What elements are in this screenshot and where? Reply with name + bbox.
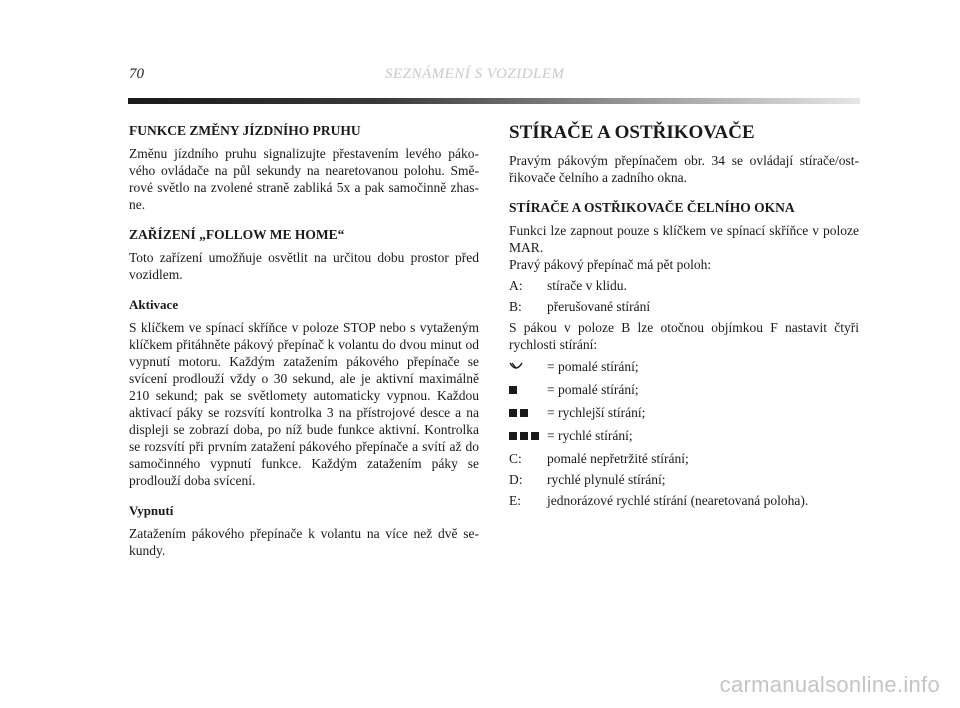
list-value: přerušované stírání bbox=[547, 299, 651, 314]
watermark: carmanualsonline.info bbox=[719, 672, 940, 697]
header-rule bbox=[128, 98, 860, 104]
left-column bbox=[129, 122, 479, 559]
page-number: 70 bbox=[129, 66, 144, 82]
list-value: pomalé nepřetržité stírání; bbox=[547, 451, 689, 466]
speed-item bbox=[509, 358, 859, 375]
speed-label: = pomalé stírání; bbox=[547, 382, 639, 397]
list-value: stírače v klidu. bbox=[547, 278, 627, 293]
wipers-intro: Pravým pákovým přepínačem obr. 34 se ovládají stírače/ostřikovače čelního a zadního okna. bbox=[509, 153, 859, 185]
speed-item bbox=[509, 404, 859, 421]
wipers-heading: STÍRAČE A OSTŘIKOVAČE bbox=[509, 122, 755, 143]
list-key: A: bbox=[509, 278, 523, 293]
speed-item bbox=[509, 381, 859, 398]
deactivation-text: Zatažením pákového přepínače k volantu na více než dvě sekundy. bbox=[129, 526, 479, 558]
deactivation-heading: Vypnutí bbox=[129, 503, 174, 518]
windscreen-wipers-heading: STÍRAČE A OSTŘIKOVAČE ČELNÍHO OKNA bbox=[509, 200, 795, 215]
list-value: rychlé plynulé stírání; bbox=[547, 472, 666, 487]
list-item bbox=[509, 277, 859, 294]
list-item bbox=[509, 298, 859, 315]
activation-text: S klíčkem ve spínací skříňce v poloze STOP nebo s vytaženým klíčkem přitáhněte pákový přepínač k volantu do dvou minut od vypnutí motoru. Každým zatažením pákového přepínače se svícení prodlouží vždy o 30 sekund, ale je aktivní maximálně 210 sekund; pak se světlomety automaticky vypnou. Každou aktivací páky se rozsvítí kontrolka 3 na přístrojové desce a na displeji se zobrazí doba, po níž bude funkce aktivní. Kontrolka se rozsvítí při prvním zatažení pákového přepínače a svítí až do samočinného vypnutí funkce. Každým zatažením páky se prodlouží doba svícení. bbox=[129, 320, 479, 488]
list-key: D: bbox=[509, 472, 523, 487]
activation-heading: Aktivace bbox=[129, 297, 179, 312]
list-item bbox=[509, 471, 859, 488]
list-key: E: bbox=[509, 493, 521, 508]
list-item bbox=[509, 492, 859, 509]
speed-label: = pomalé stírání; bbox=[547, 359, 639, 374]
list-key: B: bbox=[509, 299, 522, 314]
speed-label: = rychlejší stírání; bbox=[547, 405, 646, 420]
windscreen-text-1: Funkci lze zapnout pouze s klíčkem ve spínací skříňce v poloze MAR. bbox=[509, 223, 859, 255]
lane-change-heading: FUNKCE ZMĚNY JÍZDNÍHO PRUHU bbox=[129, 123, 361, 138]
list-key: C: bbox=[509, 451, 522, 466]
right-column bbox=[509, 122, 859, 513]
list-item bbox=[509, 450, 859, 467]
running-head: SEZNÁMENÍ S VOZIDLEM bbox=[385, 66, 565, 82]
two-squares-icon bbox=[509, 409, 547, 417]
windscreen-text-2: Pravý pákový přepínač má pět poloh: bbox=[509, 257, 712, 272]
interval-wiper-icon bbox=[509, 361, 547, 373]
one-square-icon bbox=[509, 386, 547, 394]
lane-change-text: Změnu jízdního pruhu signalizujte přestavením levého pákového ovládače na půl sekundy na nearetovanou polohu. Směrové světlo na zvolené straně zabliká 5x a pak samočinně zhasne. bbox=[129, 146, 479, 212]
follow-me-home-text: Toto zařízení umožňuje osvětlit na určitou dobu prostor před vozidlem. bbox=[129, 250, 479, 282]
three-squares-icon bbox=[509, 432, 547, 440]
speed-label: = rychlé stírání; bbox=[547, 428, 633, 443]
list-value: jednorázové rychlé stírání (nearetovaná poloha). bbox=[547, 493, 809, 508]
follow-me-home-heading: ZAŘÍZENÍ „FOLLOW ME HOME“ bbox=[129, 227, 345, 242]
speed-intro-text: S pákou v poloze B lze otočnou objímkou F nastavit čtyři rychlosti stírání: bbox=[509, 320, 859, 352]
speed-item bbox=[509, 427, 859, 444]
